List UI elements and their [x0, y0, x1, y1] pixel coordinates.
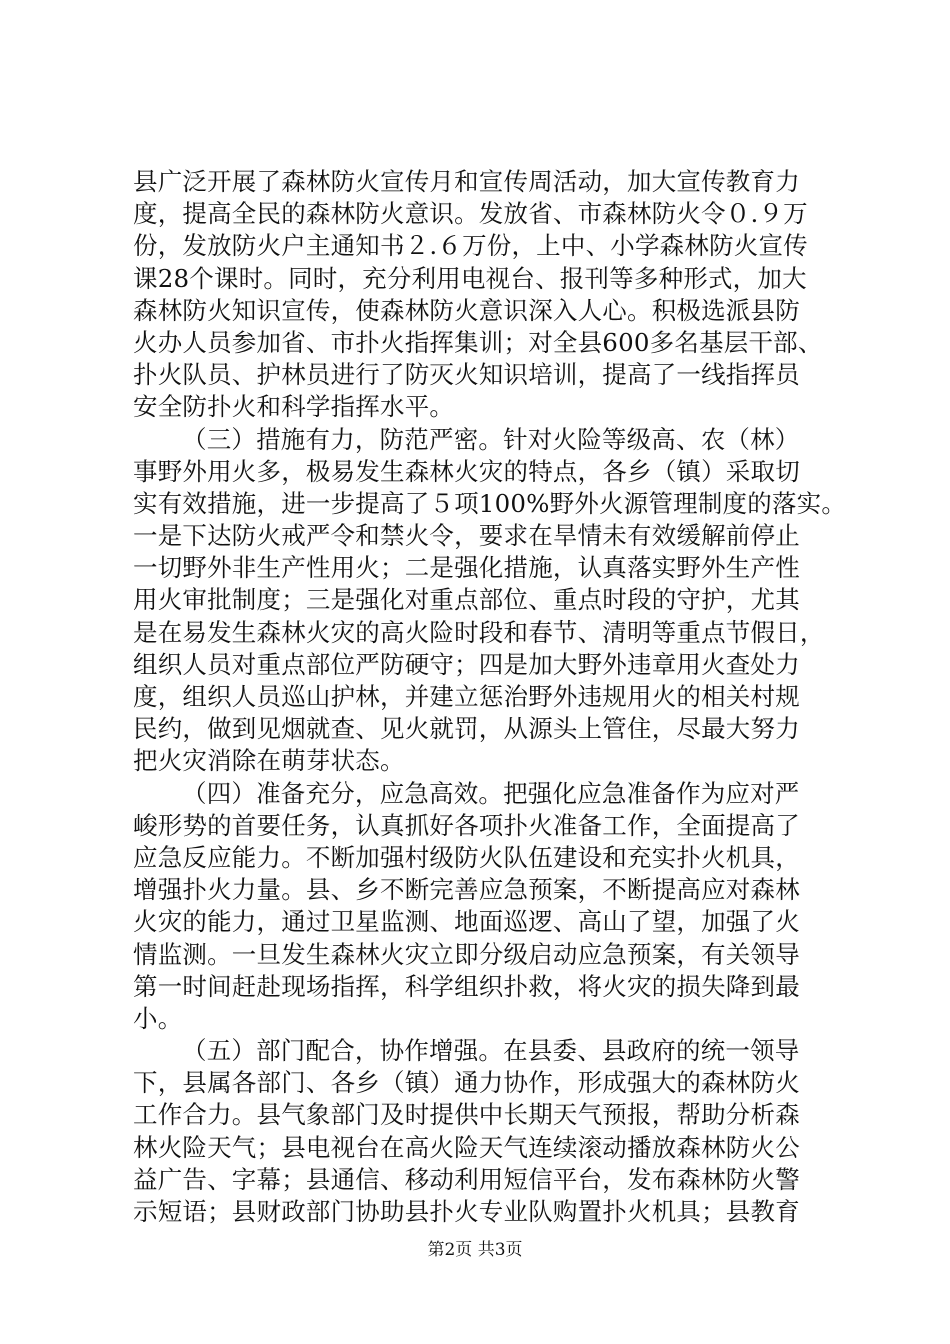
page-number-footer: 第2页 共3页: [427, 1240, 523, 1260]
text-line: 事野外用火多，极易发生森林火灾的特点，各乡（镇）采取切: [133, 456, 800, 486]
text-line: 用火审批制度；三是强化对重点部位、重点时段的守护，尤其: [133, 585, 800, 615]
text-line: 火灾的能力，通过卫星监测、地面巡逻、高山了望，加强了火: [133, 907, 800, 937]
text-line: 实有效措施，进一步提高了５项100%野外火源管理制度的落实。: [133, 488, 847, 518]
text-line: 安全防扑火和科学指挥水平。: [133, 392, 455, 422]
text-line: 一切野外非生产性用火；二是强化措施，认真落实野外生产性: [133, 553, 800, 583]
text-line: 课28个课时。同时，充分利用电视台、报刊等多种形式，加大: [133, 263, 807, 293]
text-line: 林火险天气；县电视台在高火险天气连续滚动播放森林防火公: [133, 1132, 800, 1162]
text-line: 火办人员参加省、市扑火指挥集训；对全县600多名基层干部、: [133, 327, 823, 357]
text-line: 小。: [133, 1003, 183, 1033]
text-line: 益广告、字幕；县通信、移动利用短信平台，发布森林防火警: [133, 1164, 800, 1194]
text-line: 增强扑火力量。县、乡不断完善应急预案，不断提高应对森林: [133, 875, 800, 905]
text-line: 峻形势的首要任务，认真抓好各项扑火准备工作，全面提高了: [133, 810, 800, 840]
section-4-heading-line: （四）准备充分，应急高效。把强化应急准备作为应对严: [182, 778, 800, 808]
text-line: 森林防火知识宣传，使森林防火意识深入人心。积极选派县防: [133, 295, 800, 325]
text-line: 度，提高全民的森林防火意识。发放省、市森林防火令０.９万: [133, 199, 808, 229]
document-body: [133, 166, 847, 1228]
section-5-heading-line: （五）部门配合，协作增强。在县委、县政府的统一领导: [182, 1036, 800, 1066]
text-line: 情监测。一旦发生森林火灾立即分级启动应急预案，有关领导: [133, 939, 800, 969]
text-line: 民约，做到见烟就查、见火就罚，从源头上管住，尽最大努力: [133, 714, 800, 744]
text-line: 应急反应能力。不断加强村级防火队伍建设和充实扑火机具，: [133, 842, 800, 872]
section-3-heading-line: （三）措施有力，防范严密。针对火险等级高、农（林）: [182, 424, 800, 454]
text-line: 份，发放防火户主通知书２.６万份，上中、小学森林防火宣传: [133, 231, 808, 261]
text-line: 扑火队员、护林员进行了防灭火知识培训，提高了一线指挥员: [133, 360, 800, 390]
text-line: 把火灾消除在萌芽状态。: [133, 746, 405, 776]
text-line: 组织人员对重点部位严防硬守；四是加大野外违章用火查处力: [133, 649, 800, 679]
text-line: 工作合力。县气象部门及时提供中长期天气预报，帮助分析森: [133, 1100, 800, 1130]
text-line: 度，组织人员巡山护林，并建立惩治野外违规用火的相关村规: [133, 682, 800, 711]
text-line: 县广泛开展了森林防火宣传月和宣传周活动，加大宣传教育力: [133, 167, 800, 196]
text-line: 一是下达防火戒严令和禁火令，要求在旱情未有效缓解前停止: [133, 521, 800, 551]
text-line: 下，县属各部门、各乡（镇）通力协作，形成强大的森林防火: [133, 1068, 800, 1098]
text-line: 是在易发生森林火灾的高火险时段和春节、清明等重点节假日，: [133, 617, 825, 647]
text-line: 示短语；县财政部门协助县扑火专业队购置扑火机具；县教育: [133, 1197, 800, 1226]
text-line: 第一时间赶赴现场指挥，科学组织扑救，将火灾的损失降到最: [133, 971, 800, 1001]
